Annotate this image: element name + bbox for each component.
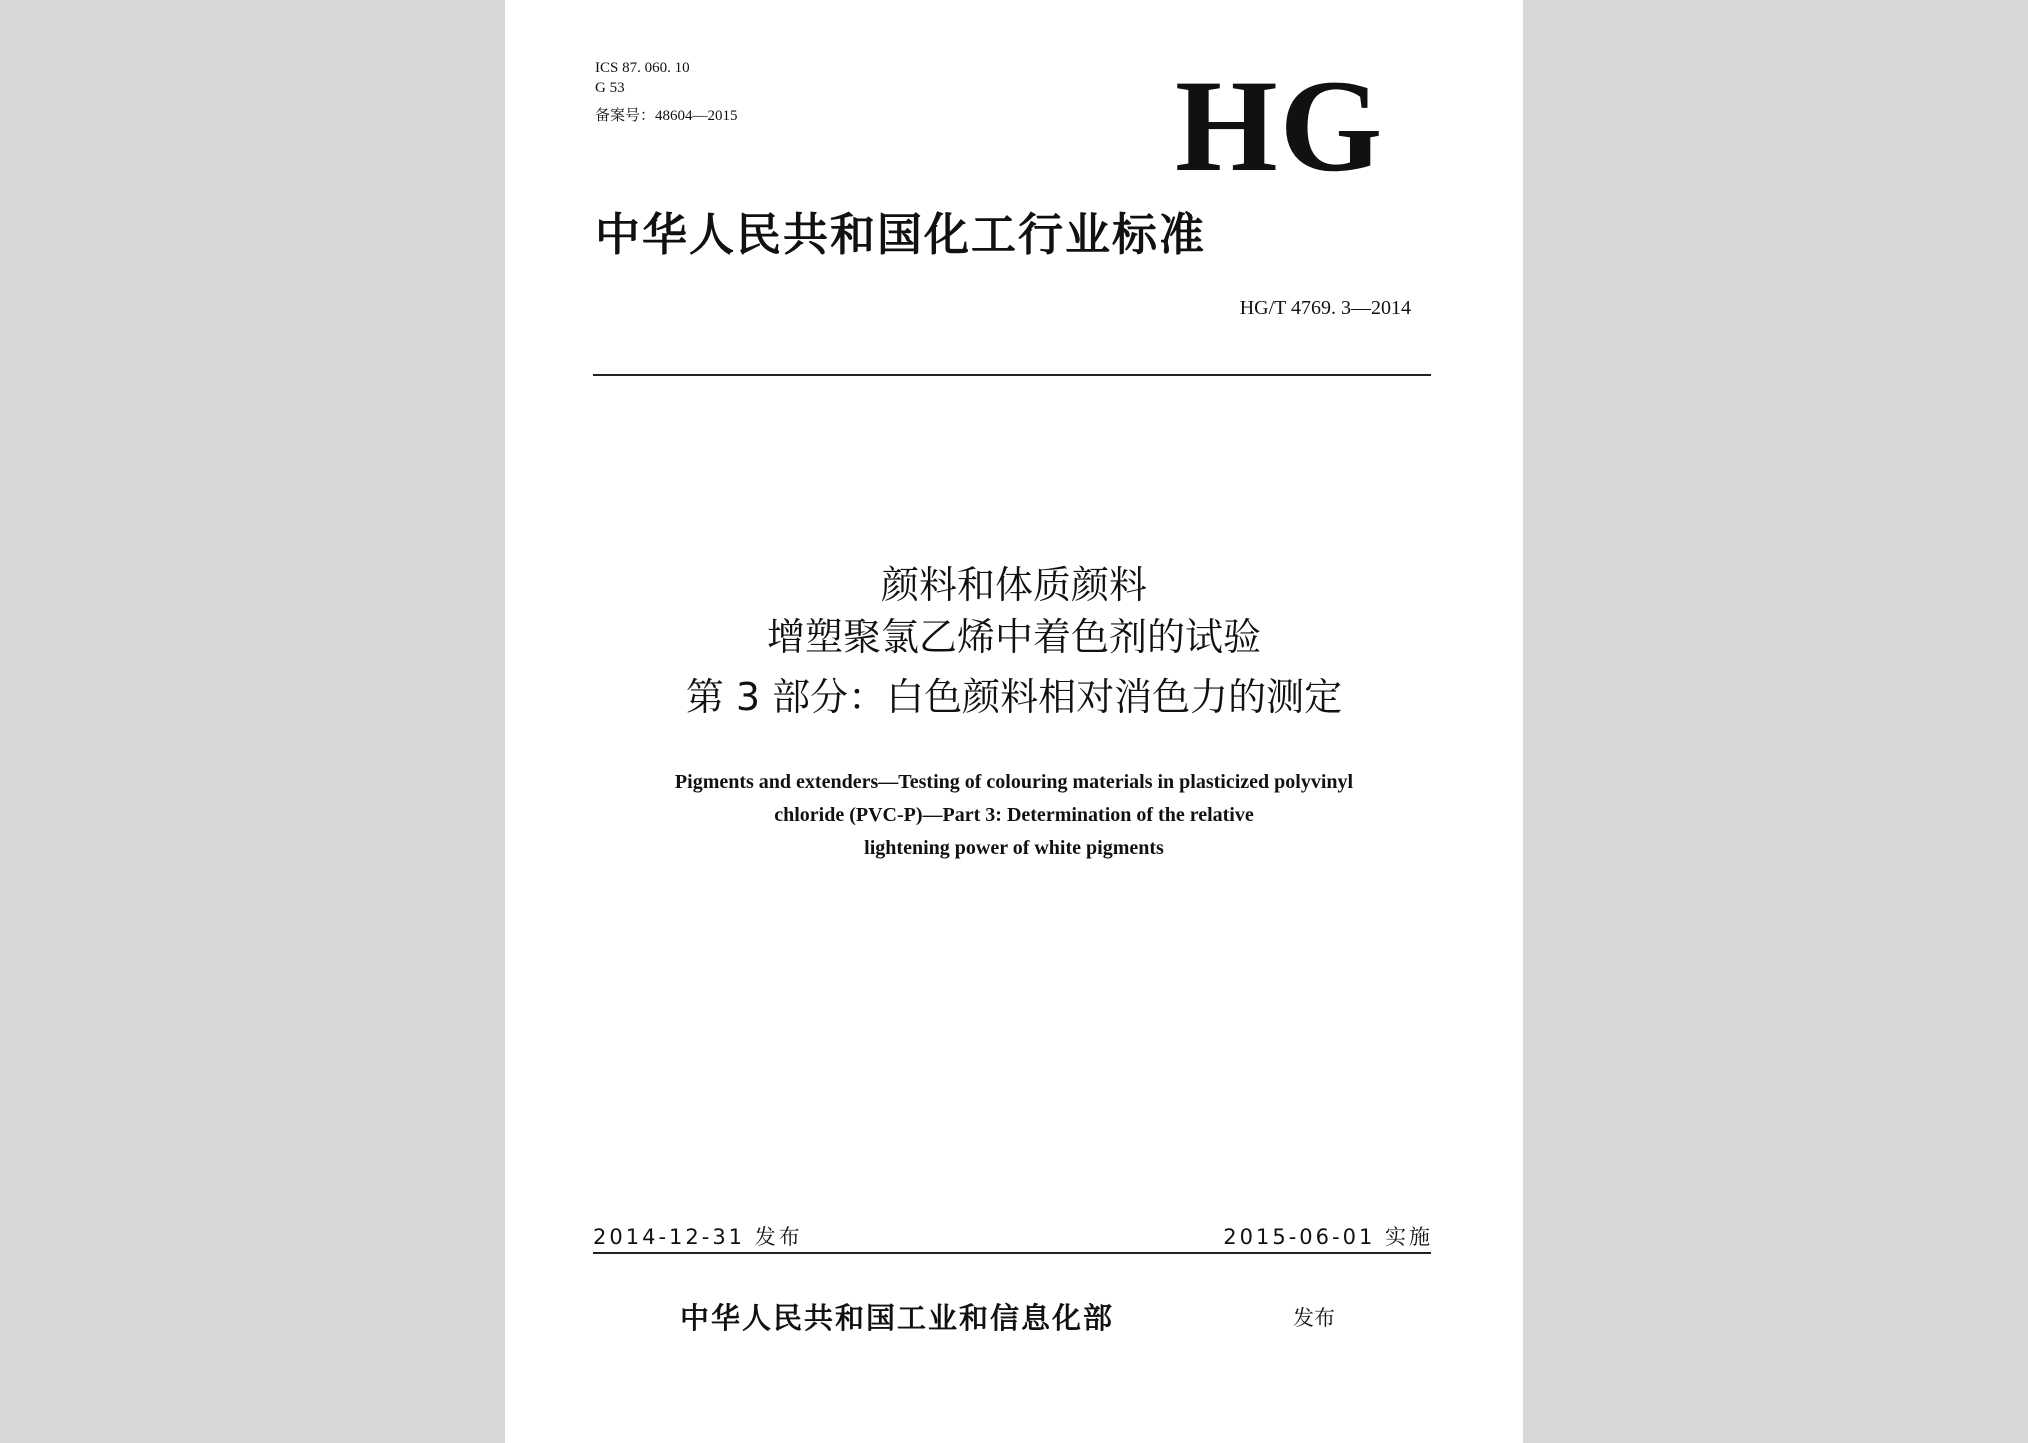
standard-title: 中华人民共和国化工行业标准: [595, 208, 1207, 261]
publisher-suffix: 发布: [1293, 1306, 1335, 1330]
header-divider: [593, 374, 1431, 376]
ccs-code: G 53: [595, 80, 625, 96]
ics-code: ICS 87. 060. 10: [595, 60, 690, 76]
standard-number: HG/T 4769. 3—2014: [1239, 297, 1411, 319]
en-title-line2: chloride (PVC-P)—Part 3: Determination of the relative: [774, 804, 1254, 826]
footer-divider: [593, 1252, 1431, 1254]
publisher-name: 中华人民共和国工业和信息化部: [680, 1301, 1115, 1335]
en-title-line3: lightening power of white pigments: [864, 837, 1164, 859]
cn-title-line1: 颜料和体质颜料: [880, 563, 1147, 607]
issue-date: 2014-12-31 发布: [593, 1225, 803, 1249]
en-title-line1: Pigments and extenders—Testing of colouring materials in plasticized polyvinyl: [674, 771, 1354, 793]
implementation-date: 2015-06-01 实施: [1223, 1225, 1433, 1249]
hg-logo: HG: [1175, 52, 1385, 199]
filing-number: 备案号：48604—2015: [595, 108, 738, 124]
cn-title-line3: 第 3 部分：白色颜料相对消色力的测定: [685, 675, 1343, 719]
document-page: [505, 0, 1523, 1443]
cn-title-line2: 增塑聚氯乙烯中着色剂的试验: [766, 615, 1261, 659]
